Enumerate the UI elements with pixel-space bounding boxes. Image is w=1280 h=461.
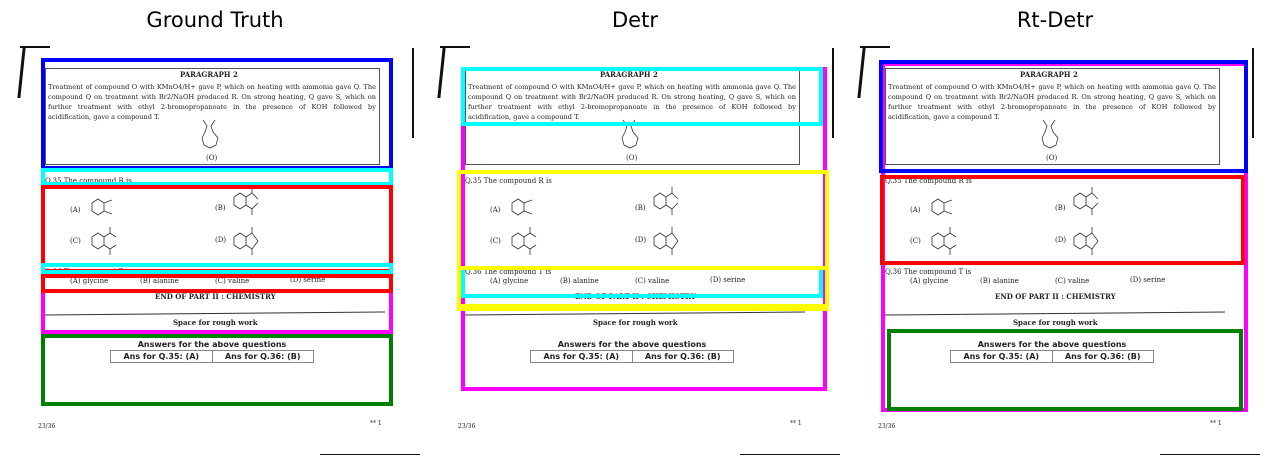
q35-option-d: (D) [215,236,227,244]
paragraph-text: Treatment of compound O with KMnO4/H+ gave P, which on heating with ammonia gave Q. The compound Q on treatment with Br2/NaOH produced R. On strong heating, Q gave S, which on further treatment with ethyl 2-bromopropanoate in the presence of KOH followed by acidification, gave a compound T. [48,83,376,121]
rough-work-label: Space for rough work [593,318,678,327]
q36-option-a: (A) glycine [910,277,949,285]
ground-truth-cyan-bounding-box [41,263,393,274]
end-of-part: END OF PART II : CHEMISTRY [995,292,1116,301]
question-35: Q.35 The compound R is [45,177,132,185]
page-corner-mark [440,46,470,48]
ground-truth-green-bounding-box [41,334,393,406]
page-number: 23/36 [38,423,56,430]
q36-option-a: (A) glycine [490,277,529,285]
page-corner-mark [20,46,50,48]
answer-q35: Ans for Q.35: (A) [543,352,620,361]
answer-q36: Ans for Q.36: (B) [212,351,314,362]
q36-option-d: (D) serine [290,276,326,284]
q35-option-a: (A) [490,206,501,214]
paragraph-heading: PARAGRAPH 2 [1020,70,1078,79]
molecule-label: (O) [626,154,638,162]
q35-option-c: (C) [910,237,921,245]
ground-truth-blue-bounding-box [41,58,393,170]
q35-option-d: (D) [1055,236,1067,244]
q35-option-c: (C) [490,237,501,245]
rt-detr-blue-bounding-box [879,60,1248,173]
detr-yellow-bounding-box [457,266,829,311]
paragraph-text: Treatment of compound O with KMnO4/H+ gave P, which on heating with ammonia gave Q. The compound Q on treatment with Br2/NaOH produced R. On strong heating, Q gave S, which on further treatment with ethyl 2-bromopropanoate in the presence of KOH followed by acidification, gave a compound T. [468,83,796,121]
page-code: ** 1 [1210,420,1222,427]
q35-option-a: (A) [910,206,921,214]
answer-q36: Ans for Q.36: (B) [632,351,734,362]
answer-q35: Ans for Q.35: (A) [963,352,1040,361]
ground-truth-cyan-bounding-box [41,168,393,186]
q36-option-b: (B) alanine [980,277,1019,285]
panel-title-detr: Detr [612,8,658,32]
q36-option-c: (C) valine [635,277,670,285]
q35-option-b: (B) [1055,204,1066,212]
panel-title-ground-truth: Ground Truth [146,8,284,32]
paragraph-heading: PARAGRAPH 2 [180,70,238,79]
q36-option-c: (C) valine [215,277,250,285]
q36-option-b: (B) alanine [140,277,179,285]
rough-work-label: Space for rough work [1013,318,1098,327]
page-corner-mark [832,48,834,138]
q35-option-d: (D) [635,236,647,244]
question-36: Q.36 The compound T is [465,268,552,276]
page-corner-mark [412,48,414,138]
paragraph-text: Treatment of compound O with KMnO4/H+ gave P, which on heating with ammonia gave Q. The compound Q on treatment with Br2/NaOH produced R. On strong heating, Q gave S, which on further treatment with ethyl 2-bromopropanoate in the presence of KOH followed by acidification, gave a compound T. [888,83,1216,121]
answers-title: Answers for the above questions [977,340,1127,349]
page-corner-mark [857,48,865,98]
panel-title-rt-detr: Rt-Detr [1016,8,1094,32]
answer-q36: Ans for Q.36: (B) [1052,351,1154,362]
page-corner-mark [860,46,890,48]
page-corner-mark [1252,48,1254,138]
question-35: Q.35 The compound R is [465,177,552,185]
rough-work-label: Space for rough work [173,318,258,327]
detr-cyan-bounding-box [461,67,823,126]
panel-ground-truth [20,40,420,461]
page-code: ** 1 [370,420,382,427]
question-35: Q.35 The compound R is [885,177,972,185]
q36-option-c: (C) valine [1055,277,1090,285]
question-36: Q.36 The compound T is [885,268,972,276]
q36-option-d: (D) serine [710,276,746,284]
answers-title: Answers for the above questions [137,340,287,349]
q35-option-c: (C) [70,237,81,245]
q35-option-b: (B) [635,204,646,212]
ground-truth-red-bounding-box [41,185,393,273]
q36-option-a: (A) glycine [70,277,109,285]
page-corner-mark [17,48,25,98]
page-code: ** 1 [790,420,802,427]
end-of-part: END OF PART II : CHEMISTRY [155,292,276,301]
ground-truth-red-bounding-box [41,274,393,293]
page-corner-mark [740,454,840,455]
panel-detr [440,40,840,461]
page-corner-mark [320,454,420,455]
q36-option-b: (B) alanine [560,277,599,285]
molecule-label: (O) [1046,154,1058,162]
q35-option-b: (B) [215,204,226,212]
page-number: 23/36 [878,423,896,430]
question-36: Q.36 The compound T is [45,268,132,276]
page-number: 23/36 [458,423,476,430]
rt-detr-green-bounding-box [887,329,1243,411]
panel-rt-detr [860,40,1260,461]
answers-title: Answers for the above questions [557,340,707,349]
answer-q35: Ans for Q.35: (A) [123,352,200,361]
molecule-label: (O) [206,154,218,162]
q36-option-d: (D) serine [1130,276,1166,284]
page-corner-mark [1160,454,1260,455]
paragraph-heading: PARAGRAPH 2 [600,70,658,79]
page-corner-mark [437,48,445,98]
end-of-part: END OF PART II : CHEMISTRY [575,292,696,301]
rt-detr-red-bounding-box [880,175,1245,265]
q35-option-a: (A) [70,206,81,214]
